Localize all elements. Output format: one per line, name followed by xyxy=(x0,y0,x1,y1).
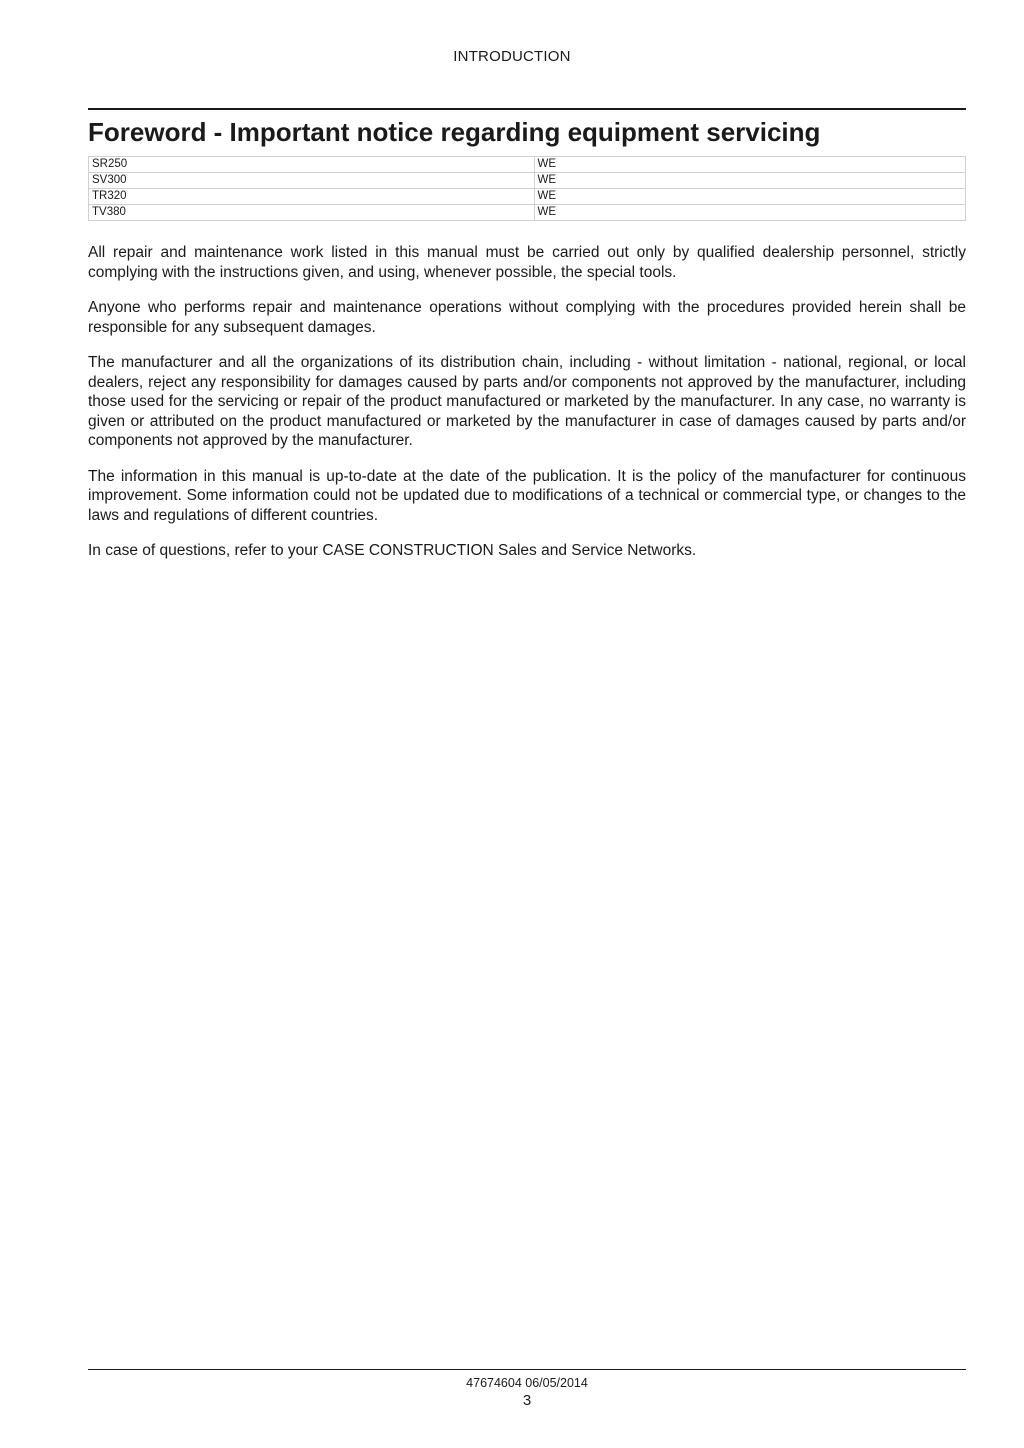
paragraph-qualified-personnel: All repair and maintenance work listed in this manual must be carried out only by qualified dealership personnel, strictly complying with the instructions given, and using, whenever possible, the special tools. xyxy=(88,244,966,281)
table-row xyxy=(89,205,966,221)
page-number: 3 xyxy=(522,1392,532,1409)
page-content xyxy=(88,108,966,577)
region-cell: WE xyxy=(534,189,966,205)
paragraph-contact: In case of questions, refer to your CASE CONSTRUCTION Sales and Service Networks. xyxy=(88,542,697,559)
model-cell: SV300 xyxy=(89,173,535,189)
page-footer xyxy=(88,1369,966,1410)
model-cell: TV380 xyxy=(89,205,535,221)
page-title: Foreword - Important notice regarding equipment servicing xyxy=(88,117,821,147)
paragraph-responsibility: Anyone who performs repair and maintenance operations without complying with the procedures provided herein shall be responsible for any subsequent damages. xyxy=(88,299,966,336)
title-divider xyxy=(88,108,966,110)
body-text xyxy=(88,243,966,561)
table-row xyxy=(89,173,966,189)
models-table xyxy=(88,156,966,221)
document-reference: 47674604 06/05/2014 xyxy=(466,1376,588,1390)
paragraph-information-currency: The information in this manual is up-to-date at the date of the publication. It is the policy of the manufacturer for continuous improvement. Some information could not be updated due to modifications of a technical or commercial type, or changes to the laws and regulations of different countries. xyxy=(88,467,966,524)
table-row xyxy=(89,189,966,205)
region-cell: WE xyxy=(534,173,966,189)
table-row xyxy=(89,157,966,173)
region-cell: WE xyxy=(534,157,966,173)
model-cell: TR320 xyxy=(89,189,535,205)
model-cell: SR250 xyxy=(89,157,535,173)
region-cell: WE xyxy=(534,205,966,221)
running-header: INTRODUCTION xyxy=(453,48,571,65)
footer-divider xyxy=(88,1369,966,1370)
paragraph-disclaimer: The manufacturer and all the organizations of its distribution chain, including - without limitation - national, regional, or local dealers, reject any responsibility for damages caused by parts and/or components not approved by the manufacturer, including those used for the servicing or repair of the product manufactured or marketed by the manufacturer. In any case, no warranty is given or attributed on the product manufactured or marketed by the manufacturer in case of damages caused by parts and/or components not approved by the manufacturer. xyxy=(88,354,966,449)
